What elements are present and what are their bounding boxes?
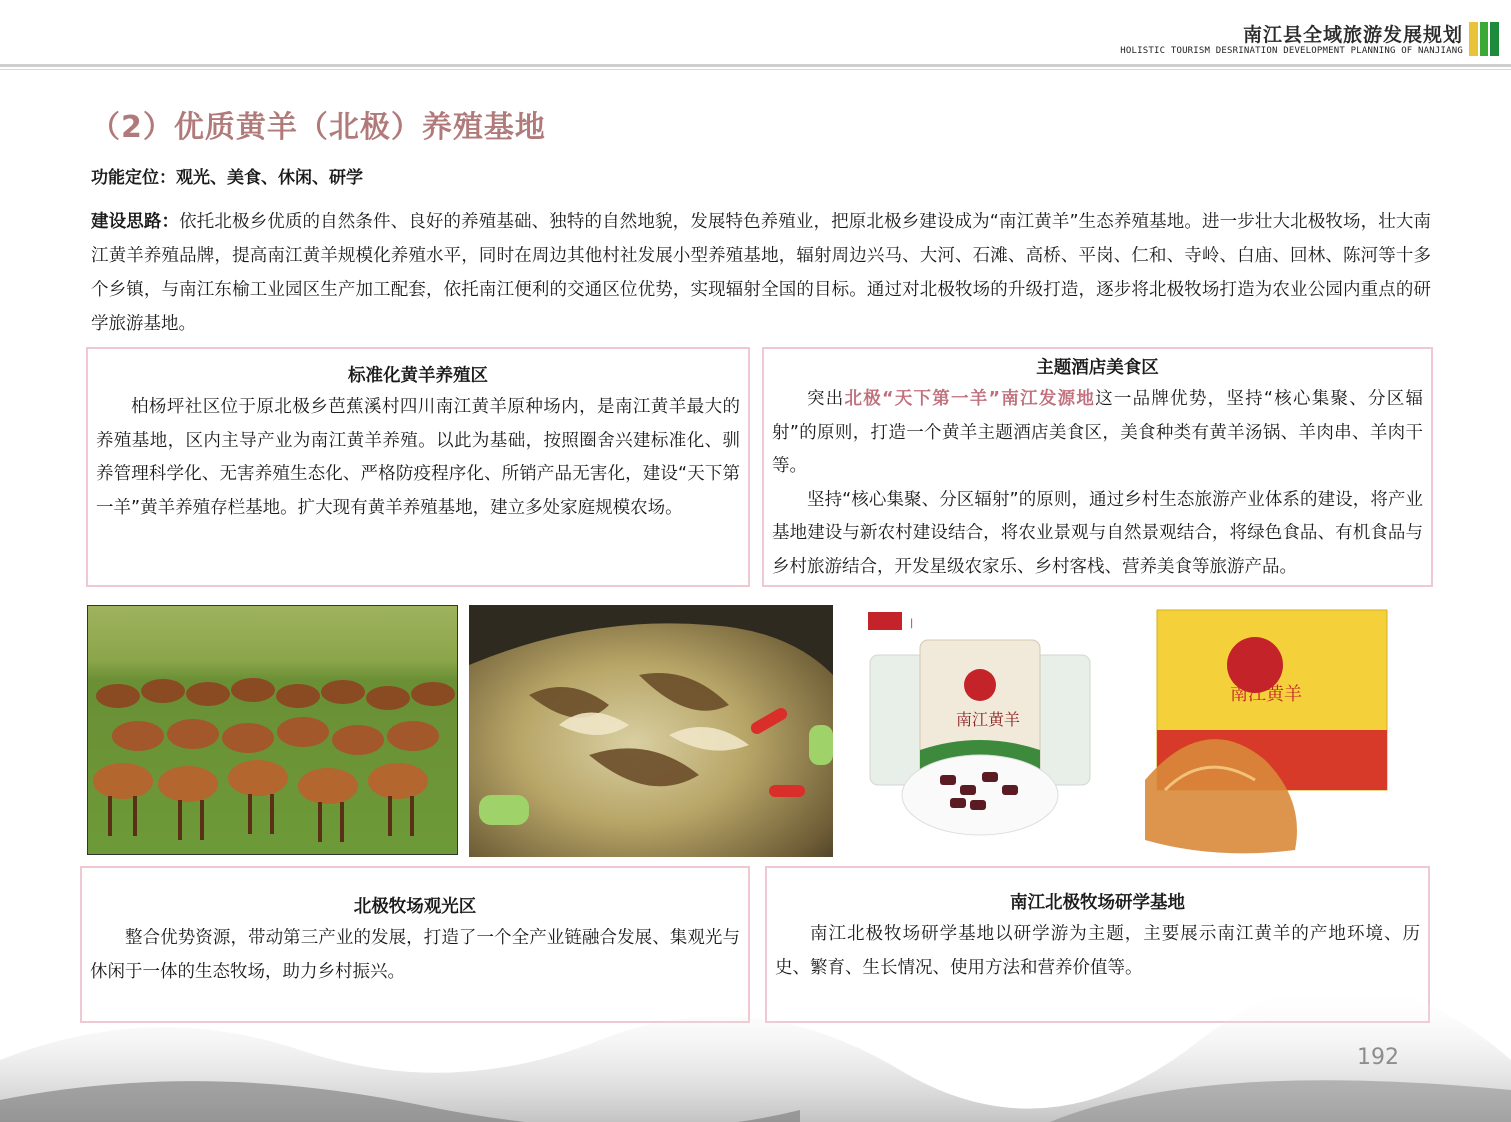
header-divider-thin [0, 69, 1511, 70]
section-title: （2）优质黄羊（北极）养殖基地 [90, 110, 546, 145]
goat-herd-illustration [88, 656, 458, 855]
goat-herd-photo [87, 605, 458, 855]
gift-brand-text: 南江黄羊 [1230, 684, 1302, 705]
highlight-text: 北极“天下第一羊”南江发源地 [844, 389, 1096, 409]
hotpot-illustration [469, 605, 833, 857]
document-title: 南江县全域旅游发展规划 [1242, 24, 1463, 46]
page-header [0, 0, 1511, 72]
package-illustration [860, 600, 1110, 860]
gift-box-photo [1135, 600, 1395, 860]
goat-hotpot-photo [469, 605, 833, 857]
box-text-2: 坚持“核心集聚、分区辐射”的原则，通过乡村生态旅游产业体系的建设，将产业基地建设与新农村建设结合，将农业景观与自然景观结合，将绿色食品、有机食品与乡村旅游结合，开发星级农家乐、乡村客栈、营养美食等旅游产品。 [772, 489, 1423, 577]
box-title: 北极牧场观光区 [353, 897, 477, 917]
goat-jerky-packages-photo [860, 600, 1110, 860]
function-value: 观光、美食、休闲、研学 [176, 168, 363, 188]
function-positioning [91, 163, 363, 188]
construction-idea [91, 205, 1431, 341]
box-theme-hotel-food [762, 347, 1433, 587]
page-number: 192 [1357, 1045, 1399, 1070]
box-standard-breeding [86, 347, 750, 587]
box-text: 柏杨坪社区位于原北极乡芭蕉溪村四川南江黄羊原种场内，是南江黄羊最大的养殖基地，区内主导产业为南江黄羊养殖。以此为基础，按照圈舍兴建标准化、驯养管理科学化、无害养殖生态化、严格防疫程序化、所销产品无害化，建设“天下第一羊”黄羊养殖存栏基地。扩大现有黄羊养殖基地，建立多处家庭规模农场。 [96, 397, 740, 518]
box-text: 整合优势资源，带动第三产业的发展，打造了一个全产业链融合发展、集观光与休闲于一体的生态牧场，助力乡村振兴。 [90, 928, 740, 982]
box-title: 南江北极牧场研学基地 [1010, 893, 1185, 913]
construction-label: 建设思路： [91, 212, 180, 232]
function-label: 功能定位： [91, 168, 176, 188]
brand-text: 南江黄羊 [956, 710, 1021, 729]
text-pre: 突出 [807, 389, 845, 409]
box-text-1 [772, 383, 1423, 484]
text-post: 这一品牌优势，坚持“核心集聚、分区辐射”的原则，打造一个黄羊主题酒店美食区，美食种类有黄羊汤锅、羊肉串、羊肉干等。 [772, 389, 1423, 476]
header-divider [0, 64, 1511, 67]
box-title: 主题酒店美食区 [1036, 358, 1159, 378]
svg-text:|: | [910, 618, 914, 629]
brand-color-bars-icon [1469, 22, 1499, 56]
gift-box-illustration [1135, 600, 1395, 860]
document-subtitle: HOLISTIC TOURISM DESRINATION DEVELOPMENT PLANNING OF NANJIANG [1120, 46, 1463, 56]
misty-mountains-background [0, 940, 1511, 1122]
box-text: 南江北极牧场研学基地以研学游为主题，主要展示南江黄羊的产地环境、历史、繁育、生长情况、使用方法和营养价值等。 [775, 924, 1420, 978]
construction-text: 依托北极乡优质的自然条件、良好的养殖基础、独特的自然地貌，发展特色养殖业，把原北极乡建设成为“南江黄羊”生态养殖基地。进一步壮大北极牧场，壮大南江黄羊养殖品牌，提高南江黄羊规模化养殖水平，同时在周边其他村社发展小型养殖基地，辐射周边兴马、大河、石滩、高桥、平岗、仁和、寺岭、白庙、回林、陈河等十多个乡镇，与南江东榆工业园区生产加工配套，依托南江便利的交通区位优势，实现辐射全国的目标。通过对北极牧场的升级打造，逐步将北极牧场打造为农业公园内重点的研学旅游基地。 [91, 212, 1431, 334]
box-title: 标准化黄羊养殖区 [348, 366, 488, 386]
